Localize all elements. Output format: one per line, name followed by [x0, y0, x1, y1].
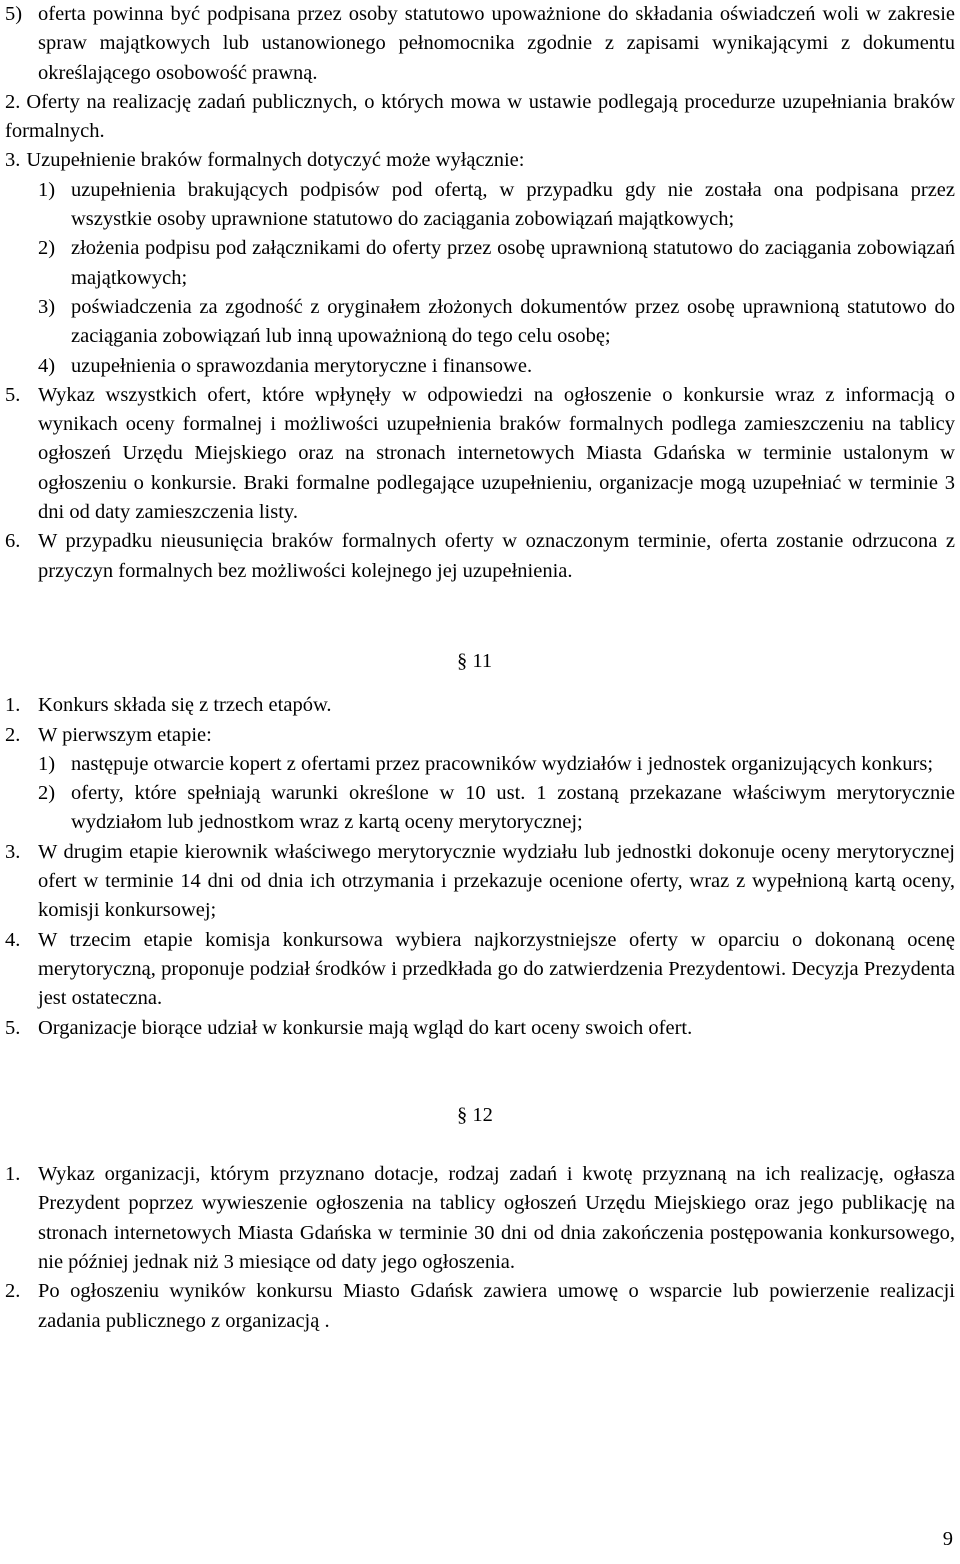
list-item: [5, 1277, 955, 1336]
list-item: [5, 1160, 955, 1277]
list-item: [38, 234, 955, 293]
list-item: [5, 1014, 955, 1043]
item-number: 2): [38, 782, 56, 805]
item-number: 4): [38, 354, 56, 377]
item-text: W trzecim etapie komisja konkursowa wybiera najkorzystniejsze oferty w oparciu o dokonaną ocenę merytoryczną, proponuje podział środków i przedkłada go do zatwierdzenia Prezydentowi. Decyzja Prezydenta jest ostateczna.: [38, 928, 955, 1010]
page-number: 9: [942, 1528, 953, 1550]
section-heading: § 12: [457, 1103, 493, 1126]
item-text: oferta powinna być podpisana przez osoby statutowo upoważnione do składania oświadczeń woli w zakresie spraw majątkowych lub ustanowionego pełnomocnika zgodnie z zapisami wynikającymi z dokumentu określającego osobowość prawną.: [38, 3, 955, 84]
item-text: uzupełnienia o sprawozdania merytoryczne i finansowe.: [71, 354, 533, 377]
list-item: [38, 176, 955, 235]
section-heading: § 11: [457, 649, 493, 672]
item-number: 2.: [5, 723, 21, 746]
item-text: Organizacje biorące udział w konkursie mają wgląd do kart oceny swoich ofert.: [38, 1016, 693, 1039]
item-number: 4.: [5, 928, 21, 951]
list-item: [38, 352, 955, 381]
item-number: 6.: [5, 530, 21, 553]
item-text: Po ogłoszeniu wyników konkursu Miasto Gdańsk zawiera umowę o wsparcie lub powierzenie realizacji zadania publicznego z organizacją .: [38, 1280, 955, 1332]
item-number: 5): [5, 3, 23, 25]
list-item: [5, 926, 955, 1014]
item-text: złożenia podpisu pod załącznikami do oferty przez osobę uprawnioną statutowo do zaciągania zobowiązań majątkowych;: [71, 237, 955, 289]
item-text: Konkurs składa się z trzech etapów.: [38, 694, 332, 717]
item-text: W przypadku nieusunięcia braków formalnych oferty w oznaczonym terminie, oferta zostanie odrzucona z przyczyn formalnych bez możliwości kolejnego jej uzupełnienia.: [38, 530, 955, 582]
list-item: [5, 721, 955, 750]
paragraph-number: 2.: [5, 90, 21, 113]
list-item: [5, 0, 955, 88]
paragraph-text: Uzupełnienie braków formalnych dotyczyć może wyłącznie:: [26, 149, 525, 172]
list-item: [5, 691, 955, 720]
list-item: [5, 381, 955, 527]
item-text: W drugim etapie kierownik właściwego merytorycznie wydziału lub jednostki dokonuje oceny merytorycznej ofert w terminie 14 dni od dnia ich otrzymania i przekazuje ocenione oferty, wraz z wypełnioną kartą oceny, komisji konkursowej;: [38, 840, 955, 922]
list-item: [38, 779, 955, 838]
item-text: uzupełnienia brakujących podpisów pod ofertą, w przypadku gdy nie została ona podpisana przez wszystkie osoby uprawnione statutowo do zaciągania zobowiązań majątkowych;: [71, 178, 955, 231]
item-text: Wykaz organizacji, którym przyznano dotacje, rodzaj zadań i kwotę przyznaną na ich realizację, ogłasza Prezydent poprzez wywieszenie ogłoszenia na tablicy ogłoszeń Urzędu Miejskiego oraz jego publikację na stronach internetowych Miasta Gdańska w terminie 30 dni od dnia zakończenia postępowania konkursowego, nie później jednak niż 3 miesiące od daty jego ogłoszenia.: [38, 1163, 955, 1273]
paragraph-number: 3.: [5, 149, 21, 172]
item-number: 2): [38, 237, 56, 260]
item-number: 5.: [5, 1016, 21, 1039]
list-item: [38, 293, 955, 352]
paragraph-text: Oferty na realizację zadań publicznych, o których mowa w ustawie podlegają procedurze uzupełniania braków formalnych.: [5, 90, 955, 143]
item-text: następuje otwarcie kopert z ofertami przez pracowników wydziałów i jednostek organizujących konkurs;: [71, 752, 934, 775]
item-text: W pierwszym etapie:: [38, 723, 212, 746]
item-number: 3.: [5, 840, 21, 863]
document-page: [5, 0, 955, 1336]
item-number: 5.: [5, 383, 21, 406]
list-item: [38, 750, 955, 779]
item-number: 2.: [5, 1280, 21, 1303]
item-number: 1): [38, 752, 56, 775]
paragraph: [5, 88, 955, 147]
item-text: poświadczenia za zgodność z oryginałem złożonych dokumentów przez osobę uprawnioną statutowo do zaciągania zobowiązań lub inną upoważnioną do tego celu osobę;: [71, 295, 955, 348]
item-number: 1.: [5, 694, 21, 717]
item-number: 3): [38, 295, 56, 318]
list-item: [5, 527, 955, 586]
item-text: oferty, które spełniają warunki określone w 10 ust. 1 zostaną przekazane właściwym merytorycznie wydziałom lub jednostkom wraz z kartą oceny merytorycznej;: [71, 782, 955, 834]
paragraph: [5, 146, 955, 175]
list-item: [5, 838, 955, 926]
item-number: 1): [38, 178, 56, 201]
item-number: 1.: [5, 1163, 21, 1186]
item-text: Wykaz wszystkich ofert, które wpłynęły w odpowiedzi na ogłoszenie o konkursie wraz z informacją o wynikach oceny formalnej i możliwości uzupełnienia braków formalnych podlega zamieszczeniu na tablicy ogłoszeń Urzędu Miejskiego oraz na stronach internetowych Miasta Gdańska w terminie ustalonym w ogłoszeniu o konkursie. Braki formalne podlegające uzupełnieniu, organizacje mogą uzupełniać w terminie 3 dni od daty zamieszczenia listy.: [38, 383, 955, 524]
